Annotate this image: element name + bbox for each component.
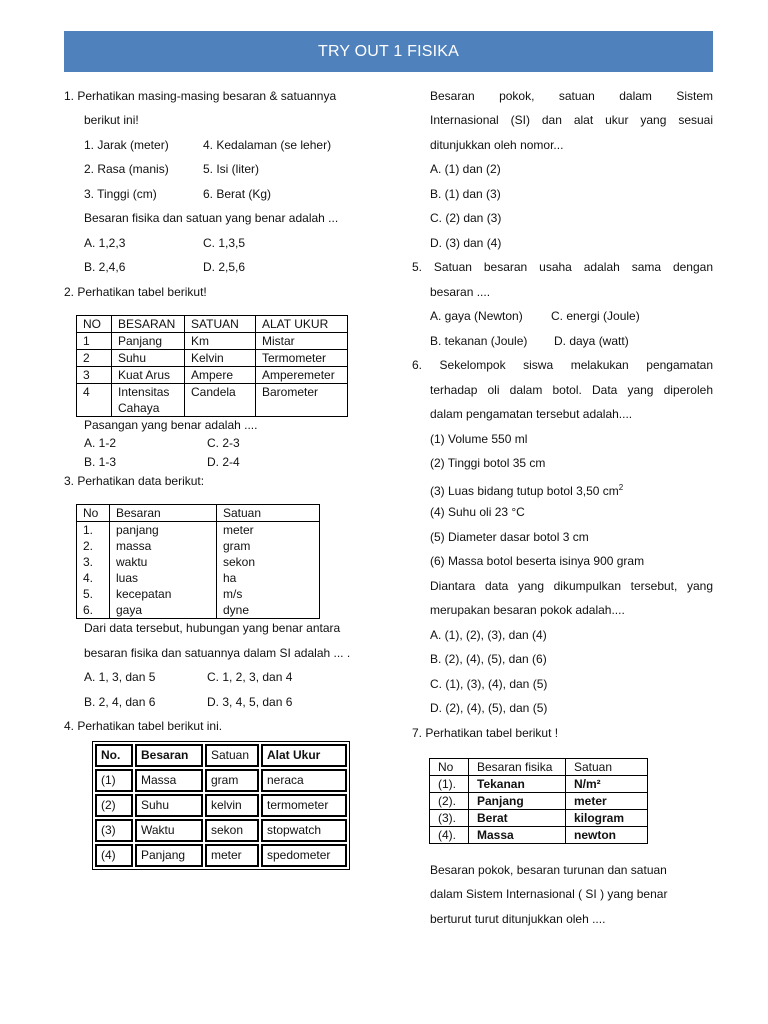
q3-question-cont: besaran fisika dan satuannya dalam SI adalah ... . [84,646,351,660]
table-row [95,794,347,817]
table-cell: 6. [77,602,110,619]
table-cell: sekon [217,554,320,570]
table-row [77,586,320,602]
table-cell: termometer [261,794,347,817]
superscript: 2 [618,483,624,492]
q1-item: 5. Isi (liter) [203,162,260,176]
q7-question: Besaran pokok, besaran turunan dan satuan [430,863,667,877]
table-row [77,538,320,554]
table-cell: 1 [77,333,112,350]
q5-option-a[interactable]: A. gaya (Newton) [430,309,523,323]
table-header-cell: Besaran [135,744,203,767]
table-row [77,333,348,350]
table-cell: Mistar [256,333,348,350]
table-cell: stopwatch [261,819,347,842]
table-cell: Suhu [112,350,185,367]
q5-stem-cont: besaran .... [430,285,491,299]
table-cell: meter [205,844,259,867]
q6-stem-cont: terhadap oli dalam botol. Data yang diperoleh [430,383,713,397]
table-header-cell: Alat Ukur [261,744,347,767]
table-cell: (3) [95,819,133,842]
table-header-cell: Satuan [217,505,320,522]
q5-option-c[interactable]: C. energi (Joule) [551,309,640,323]
q6-option-b[interactable]: B. (2), (4), (5), dan (6) [430,652,547,666]
table-header-row [430,759,648,776]
table-row [77,350,348,367]
q6-data-item: (4) Suhu oli 23 °C [430,505,525,519]
table-row [430,810,648,827]
q7-stem: 7. Perhatikan tabel berikut ! [412,726,559,740]
table-cell: 5. [77,586,110,602]
table-row [77,367,348,384]
table-cell: luas [110,570,217,586]
page-title-banner [64,31,713,72]
table-cell: dyne [217,602,320,619]
q6-stem-cont: dalam pengamatan tersebut adalah.... [430,407,633,421]
table-cell: Massa [469,827,566,844]
q7-question-cont: dalam Sistem Internasional ( SI ) yang benar [430,887,668,901]
q2-option-d[interactable]: D. 2-4 [207,455,240,469]
table-cell: Termometer [256,350,348,367]
q4-option-d[interactable]: D. (3) dan (4) [430,236,502,250]
q7-question-cont: berturut turut ditunjukkan oleh .... [430,912,606,926]
q4-continuation: Internasional (SI) dan alat ukur yang sesuai [430,113,713,127]
table-row [430,793,648,810]
table-cell: 3. [77,554,110,570]
q4-option-a[interactable]: A. (1) dan (2) [430,162,501,176]
table-cell: 2. [77,538,110,554]
table-cell: Amperemeter [256,367,348,384]
table-cell: Panjang [112,333,185,350]
q4-option-b[interactable]: B. (1) dan (3) [430,187,501,201]
table-cell: (4) [95,844,133,867]
table-cell: Panjang [469,793,566,810]
table-cell: N/m² [566,776,648,793]
table-row [77,384,348,417]
q2-table [76,315,348,417]
table-cell: Intensitas Cahaya [112,384,185,417]
table-cell: Massa [135,769,203,792]
q1-item: 6. Berat (Kg) [203,187,272,201]
table-header-cell: No. [95,744,133,767]
table-header-cell: No [77,505,110,522]
q6-option-c[interactable]: C. (1), (3), (4), dan (5) [430,677,548,691]
table-cell: 3 [77,367,112,384]
table-cell: (4). [430,827,469,844]
table-row [77,602,320,619]
q2-option-a[interactable]: A. 1-2 [84,436,117,450]
q6-data-item: (5) Diameter dasar botol 3 cm [430,530,589,544]
q4-table [92,741,350,870]
q1-stem-cont: berikut ini! [84,113,139,127]
table-cell: Kelvin [185,350,256,367]
table-cell: meter [566,793,648,810]
table-cell: gaya [110,602,217,619]
table-header-cell: NO [77,316,112,333]
table-cell: (2) [95,794,133,817]
table-cell: (1) [95,769,133,792]
q3-option-c[interactable]: C. 1, 2, 3, dan 4 [207,670,293,684]
q6-data-item: (6) Massa botol beserta isinya 900 gram [430,554,645,568]
table-cell: Candela [185,384,256,417]
table-cell: ha [217,570,320,586]
q1-stem: 1. Perhatikan masing-masing besaran & satuannya [64,89,337,103]
q5-option-b[interactable]: B. tekanan (Joule) [430,334,528,348]
table-header-cell: Besaran fisika [469,759,566,776]
q4-continuation: ditunjukkan oleh nomor... [430,138,564,152]
page-title: TRY OUT 1 FISIKA [317,42,460,60]
table-header-cell: Satuan [566,759,648,776]
q6-option-d[interactable]: D. (2), (4), (5), dan (5) [430,701,548,715]
table-cell: gram [205,769,259,792]
q5-option-d[interactable]: D. daya (watt) [554,334,629,348]
table-header-cell: Satuan [205,744,259,767]
table-cell: Panjang [135,844,203,867]
table-cell: Berat [469,810,566,827]
table-header-row [95,744,347,767]
table-cell: Waktu [135,819,203,842]
q3-option-b[interactable]: B. 2, 4, dan 6 [84,695,156,709]
table-cell: gram [217,538,320,554]
table-cell: panjang [110,522,217,539]
table-header-cell: Besaran [110,505,217,522]
table-header-cell: No [430,759,469,776]
table-cell: m/s [217,586,320,602]
q4-stem: 4. Perhatikan tabel berikut ini. [64,719,223,733]
q6-question: Diantara data yang dikumpulkan tersebut, yang [430,579,713,593]
table-row [430,776,648,793]
table-cell: 1. [77,522,110,539]
q3-option-d[interactable]: D. 3, 4, 5, dan 6 [207,695,293,709]
table-cell: kecepatan [110,586,217,602]
q6-question-cont: merupakan besaran pokok adalah.... [430,603,625,617]
table-row [95,819,347,842]
table-cell: neraca [261,769,347,792]
table-header-row [77,505,320,522]
table-header-cell: BESARAN [112,316,185,333]
q5-stem: 5. Satuan besaran usaha adalah sama dengan [412,260,713,274]
table-cell: massa [110,538,217,554]
table-cell: Suhu [135,794,203,817]
table-cell: Barometer [256,384,348,417]
table-cell: sekon [205,819,259,842]
q6-data-item: (3) Luas bidang tutup botol 3,50 cm [430,484,619,498]
table-row [95,844,347,867]
q1-item: 3. Tinggi (cm) [84,187,157,201]
table-row [77,554,320,570]
q1-option-d[interactable]: D. 2,5,6 [203,260,246,274]
table-cell: (1). [430,776,469,793]
q1-question: Besaran fisika dan satuan yang benar adalah ... [84,211,339,225]
q6-data-item-area [430,480,623,499]
table-cell: (3). [430,810,469,827]
table-header-row [77,316,348,333]
q3-option-a[interactable]: A. 1, 3, dan 5 [84,670,156,684]
q2-question: Pasangan yang benar adalah .... [84,418,258,432]
table-row [430,827,648,844]
table-cell: 4 [77,384,112,417]
table-header-cell: SATUAN [185,316,256,333]
q6-data-item: (1) Volume 550 ml [430,432,528,446]
q4-option-c[interactable]: C. (2) dan (3) [430,211,502,225]
q6-option-a[interactable]: A. (1), (2), (3), dan (4) [430,628,547,642]
q1-option-b[interactable]: B. 2,4,6 [84,260,126,274]
q1-item: 2. Rasa (manis) [84,162,169,176]
q6-data-item: (2) Tinggi botol 35 cm [430,456,546,470]
q1-option-c[interactable]: C. 1,3,5 [203,236,246,250]
q1-item: 1. Jarak (meter) [84,138,169,152]
table-cell: Tekanan [469,776,566,793]
table-row [95,769,347,792]
table-cell: newton [566,827,648,844]
table-row [77,570,320,586]
q2-option-b[interactable]: B. 1-3 [84,455,117,469]
table-cell: meter [217,522,320,539]
table-cell: kilogram [566,810,648,827]
q2-stem: 2. Perhatikan tabel berikut! [64,285,207,299]
q3-table [76,504,320,619]
table-cell: 2 [77,350,112,367]
q6-stem: 6. Sekelompok siswa melakukan pengamatan [412,358,713,372]
table-cell: (2). [430,793,469,810]
table-cell: Kuat Arus [112,367,185,384]
table-row [77,522,320,539]
table-cell: Ampere [185,367,256,384]
table-cell: kelvin [205,794,259,817]
q4-continuation: Besaran pokok, satuan dalam Sistem [430,89,713,103]
q1-item: 4. Kedalaman (se leher) [203,138,332,152]
q7-table [429,758,648,844]
q1-option-a[interactable]: A. 1,2,3 [84,236,126,250]
table-header-cell: ALAT UKUR [256,316,348,333]
q3-question: Dari data tersebut, hubungan yang benar antara [84,621,341,635]
q2-option-c[interactable]: C. 2-3 [207,436,240,450]
table-cell: waktu [110,554,217,570]
table-cell: 4. [77,570,110,586]
q3-stem: 3. Perhatikan data berikut: [64,474,205,488]
table-cell: Km [185,333,256,350]
table-cell: spedometer [261,844,347,867]
